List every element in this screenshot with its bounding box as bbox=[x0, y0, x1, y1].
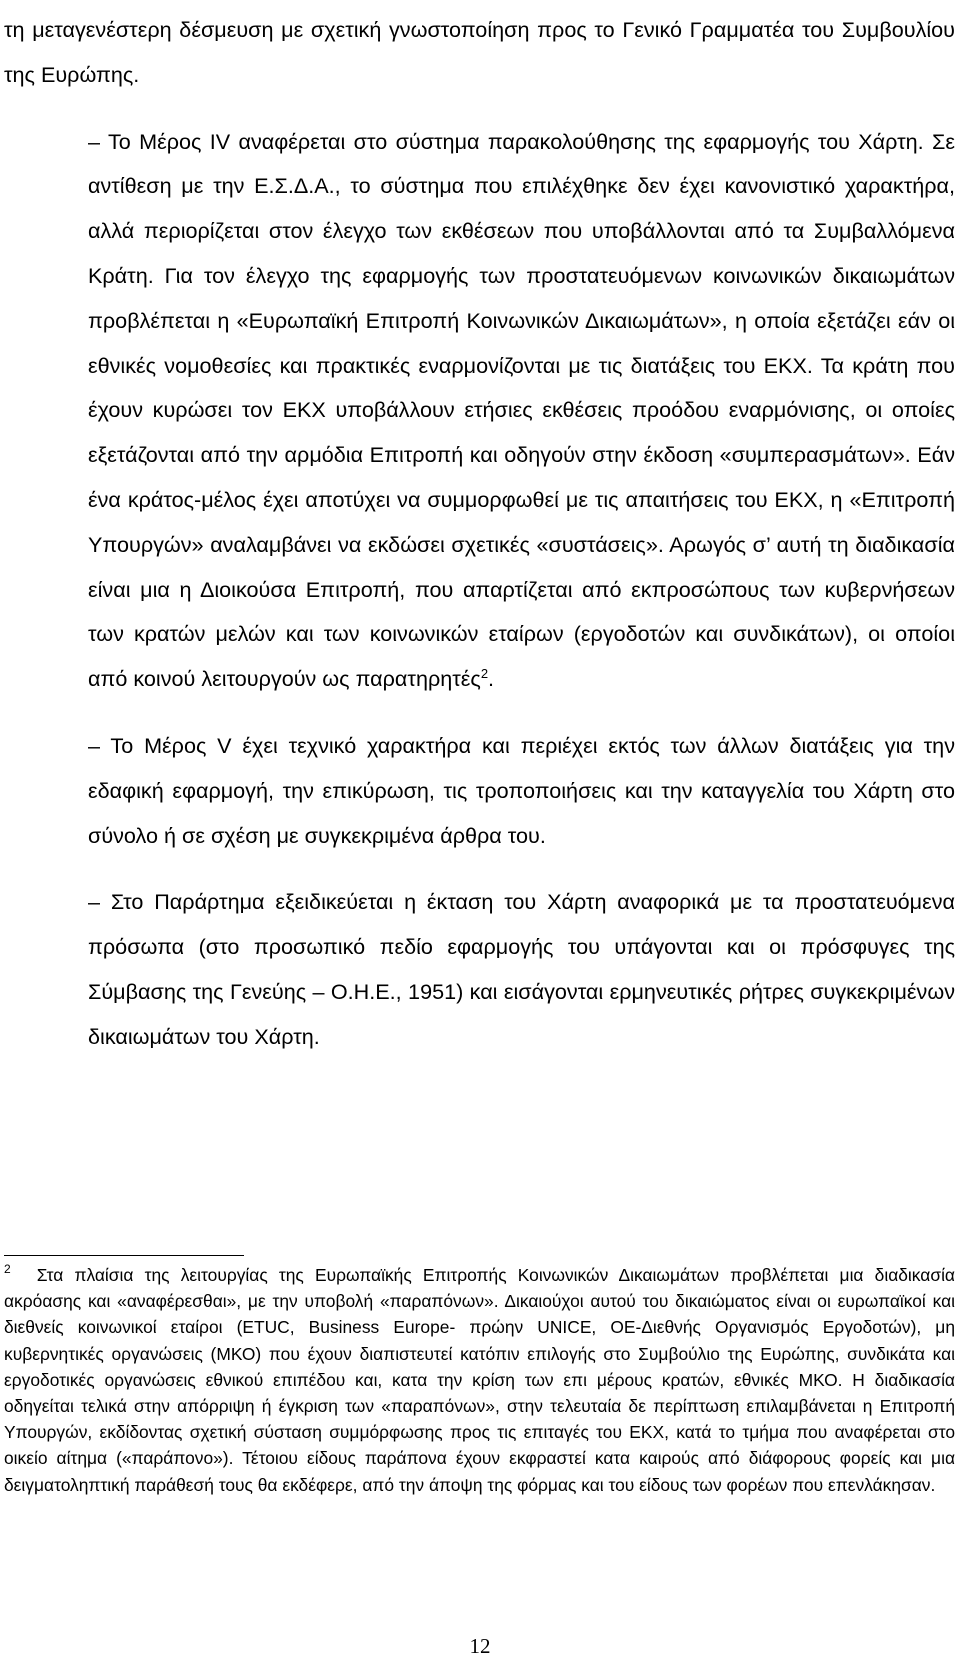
footnote-text: Στα πλαίσια της λειτουργίας της Ευρωπαϊκής Επιτροπής Κοινωνικών Δικαιωμάτων προβλέπεται μια διαδικασία ακρόασης και «αναφέρεσθαι», με την υποβολή «παραπόνων». Δικαιούχοι αυτού του δικαιώματος είναι οι ευρωπαϊκοί και διεθνείς κοινωνικοί εταίροι (ETUC, Business Europe- πρώην UNICE, ΟΕ-Διεθνής Οργανισμός Εργοδοτών), μη κυβερνητικές οργανώσεις (ΜΚΟ) που έχουν διαπιστευτεί κατόπιν επιλογής στο Συμβούλιο της Ευρώπης, συνδικάτα και εργοδοτικές οργανώσεις εθνικού επιπέδου και, κατα την κρίση των επι μέρους κρατών, εθνικές ΜΚΟ. Η διαδικασία οδηγείται τελικά στην απόρριψη ή έγκριση των «παραπόνων», στην τελευταία δε περίπτωση επιλαμβάνεται η Επιτροπή Υπουργών, εκδίδοντας σχετική σύσταση συμμόρφωσης προς τις επιταγές του ΕΚΧ, κατά το τμήμα που αναφέρεται στο οικείο αίτημα («παράπονο»). Τέτοιου είδους παράπονα έχουν εκφραστεί κατα καιρούς από διάφορους φορείς και μια δειγματοληπτική παράθεσή τους θα εκδέφερε, από την άποψη της φόρμας και του είδους των φορέων που επενλάκησαν. bbox=[4, 1265, 955, 1495]
footnote-separator bbox=[4, 1255, 244, 1256]
paragraph-spacer bbox=[4, 98, 955, 120]
paragraph-spacer bbox=[4, 858, 955, 880]
paragraph-part-v: – Το Μέρος V έχει τεχνικό χαρακτήρα και περιέχει εκτός των άλλων διατάξεις για την εδαφική εφαρμογή, την επικύρωση, τις τροποποιήσεις και την καταγγελία του Χάρτη στο σύνολο ή σε σχέση με συγκεκριμένα άρθρα του. bbox=[88, 732, 955, 848]
footnote-marker: 2 bbox=[4, 1262, 11, 1276]
page-number: 12 bbox=[469, 1634, 491, 1658]
paragraph-spacer bbox=[4, 702, 955, 724]
paragraph-part-iv bbox=[4, 120, 955, 702]
paragraph-part-iv-text: – Το Μέρος IV αναφέρεται στο σύστημα παρακολούθησης της εφαρμογής του Χάρτη. Σε αντίθεση με την Ε.Σ.Δ.Α., το σύστημα που επιλέχθηκε δεν έχει κανονιστικό χαρακτήρα, αλλά περιορίζεται στον έλεγχο των εκθέσεων που υποβάλλονται από τα Συμβαλλόμενα Κράτη. Για τον έλεγχο της εφαρμογής των προστατευόμενων κοινωνικών δικαιωμάτων προβλέπεται η «Ευρωπαϊκή Επιτροπή Κοινωνικών Δικαιωμάτων», η οποία εξετάζει εάν οι εθνικές νομοθεσίες και πρακτικές εναρμονίζονται με τις διατάξεις του ΕΚΧ. Τα κράτη που έχουν κυρώσει τον ΕΚΧ υποβάλλουν ετήσιες εκθέσεις προόδου εναρμόνισης, οι οποίες εξετάζονται από την αρμόδια Επιτροπή και οδηγούν στην έκδοση «συμπερασμάτων». Εάν ένα κράτος-μέλος έχει αποτύχει να συμμορφωθεί με τις απαιτήσεις του ΕΚΧ, η «Επιτροπή Υπουργών» αναλαμβάνει να εκδώσει σχετικές «συστάσεις». Αρωγός σ’ αυτή τη διαδικασία είναι μια η Διοικούσα Επιτροπή, που απαρτίζεται από εκπροσώπους των κυβερνήσεων των κρατών μελών και των κοινωνικών εταίρων (εργοδοτών και συνδικάτων), οι οποίοι από κοινού λειτουργούν ως παρατηρητές bbox=[88, 128, 955, 692]
body-text bbox=[4, 8, 955, 1060]
paragraph-annex: – Στο Παράρτημα εξειδικεύεται η έκταση του Χάρτη αναφορικά με τα προστατευόμενα πρόσωπα (στο προσωπικό πεδίο εφαρμογής του υπάγονται και οι πρόσφυγες της Σύμβασης της Γενεύης – Ο.Η.Ε., 1951) και εισάγονται ερμηνευτικές ρήτρες συγκεκριμένων δικαιωμάτων του Χάρτη. bbox=[88, 889, 955, 1049]
paragraph-part-iv-end: . bbox=[488, 666, 495, 692]
footnote-reference[interactable]: 2 bbox=[480, 665, 489, 681]
footnote bbox=[4, 1262, 955, 1498]
paragraph-continuation: τη μεταγενέστερη δέσμευση με σχετική γνωστοποίηση προς το Γενικό Γραμματέα του Συμβουλίου της Ευρώπης. bbox=[4, 17, 955, 87]
